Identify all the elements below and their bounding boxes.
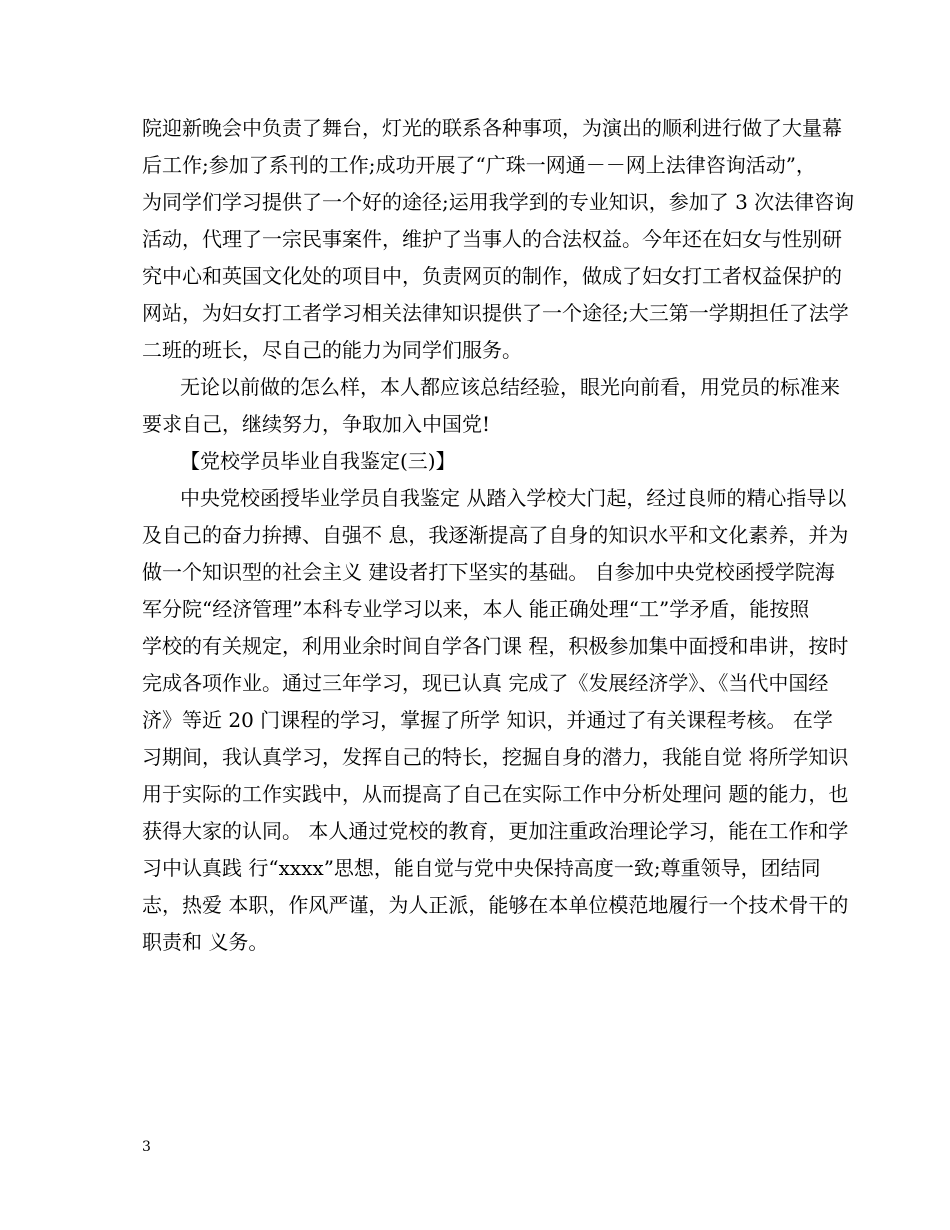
text-line: 及自己的奋力拚搏、自强不 息，我逐渐提高了自身的知识水平和文化素养，并为 xyxy=(142,523,849,547)
text-line: 志，热爱 本职，作风严谨，为人正派，能够在本单位模范地履行一个技术骨干的 xyxy=(142,893,849,917)
text-line: 为同学们学习提供了一个好的途径;运用我学到的专业知识，参加了 3 次法律咨询 xyxy=(142,190,855,214)
text-line: 习中认真践 行“xxxx”思想，能自觉与党中央保持高度一致;尊重领导，团结同 xyxy=(142,856,821,880)
text-line: 院迎新晚会中负责了舞台，灯光的联系各种事项，为演出的顺利进行做了大量幕 xyxy=(142,116,842,140)
text-line: 军分院“经济管理”本科专业学习以来，本人 能正确处理“工”学矛盾，能按照 xyxy=(142,597,810,621)
section-heading: 【党校学员毕业自我鉴定(三)】 xyxy=(180,449,456,473)
text-line: 无论以前做的怎么样，本人都应该总结经验，眼光向前看，用党员的标准来 xyxy=(180,375,840,399)
text-line: 活动，代理了一宗民事案件，维护了当事人的合法权益。今年还在妇女与性别研 xyxy=(142,227,842,251)
text-line: 职责和 义务。 xyxy=(142,930,269,954)
text-line: 后工作;参加了系刊的工作;成功开展了“广珠一网通－－网上法律咨询活动”， xyxy=(142,153,816,177)
text-line: 要求自己，继续努力，争取加入中国党! xyxy=(142,412,491,436)
text-line: 二班的班长，尽自己的能力为同学们服务。 xyxy=(142,338,522,362)
text-line: 究中心和英国文化处的项目中，负责网页的制作，做成了妇女打工者权益保护的 xyxy=(142,264,842,288)
text-line: 济》等近 20 门课程的学习，掌握了所学 知识，并通过了有关课程考核。 在学 xyxy=(142,708,833,732)
text-line: 完成各项作业。通过三年学习，现已认真 完成了《发展经济学》、《当代中国经 xyxy=(142,671,829,695)
text-line: 做一个知识型的社会主义 建设者打下坚实的基础。 自参加中央党校函授学院海 xyxy=(142,560,835,584)
page-number: 3 xyxy=(142,1139,151,1155)
text-line: 网站，为妇女打工者学习相关法律知识提供了一个途径;大三第一学期担任了法学 xyxy=(142,301,849,325)
text-line: 学校的有关规定，利用业余时间自学各门课 程，积极参加集中面授和串讲，按时 xyxy=(142,634,849,658)
text-line: 获得大家的认同。 本人通过党校的教育，更加注重政治理论学习，能在工作和学 xyxy=(142,819,849,843)
text-line: 中央党校函授毕业学员自我鉴定 从踏入学校大门起，经过良师的精心指导以 xyxy=(180,486,847,510)
text-line: 用于实际的工作实践中，从而提高了自己在实际工作中分析处理问 题的能力，也 xyxy=(142,782,849,806)
text-line: 习期间，我认真学习，发挥自己的特长，挖掘自身的潜力，我能自觉 将所学知识 xyxy=(142,745,849,769)
